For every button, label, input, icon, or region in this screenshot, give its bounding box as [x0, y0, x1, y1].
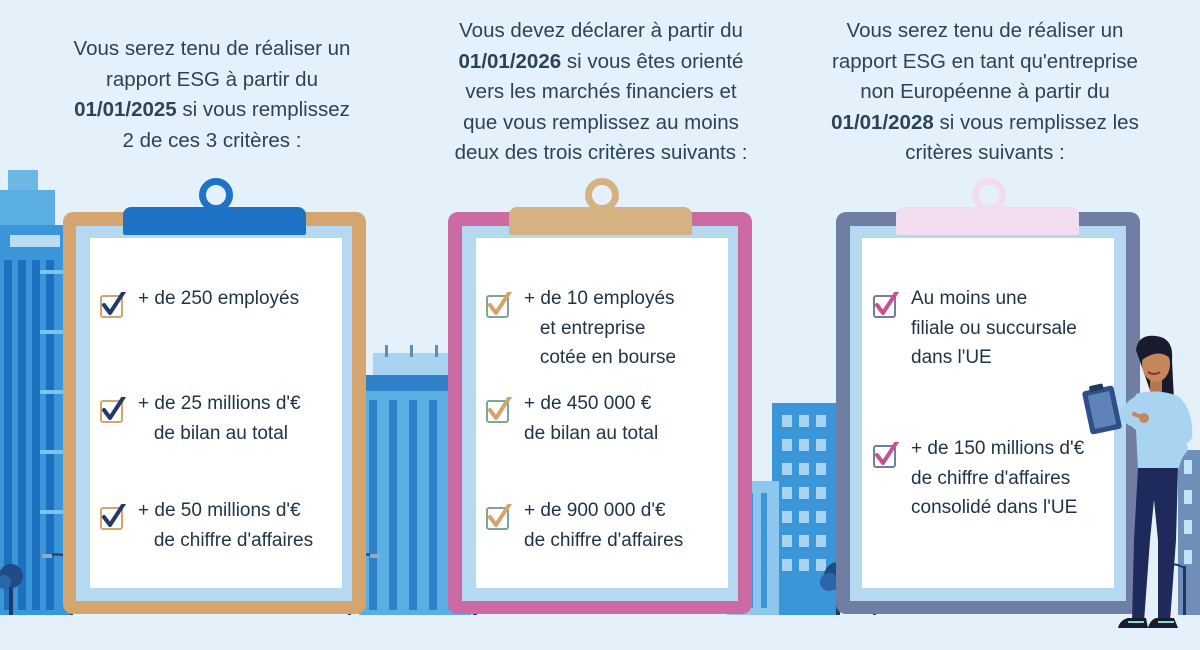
heading-line: [42, 126, 382, 157]
heading-text: Vous devez déclarer à partir du: [459, 19, 743, 42]
heading-line: [418, 138, 784, 169]
checkbox-checked-icon: [100, 504, 126, 530]
checkbox-checked-icon: [873, 292, 899, 318]
criterion-text: + de 250 employés: [138, 288, 300, 309]
heading-text: rapport ESG à partir du: [106, 67, 318, 91]
heading-line: [790, 108, 1180, 139]
heading-text: non Européenne à partir du: [860, 80, 1110, 103]
criterion-text: Au moins une filiale ou succursale dans l'UE: [911, 288, 1077, 368]
criterion-text: + de 25 millions d'€ de bilan au total: [138, 393, 301, 444]
heading-line: [418, 77, 784, 108]
tree-icon: [0, 560, 26, 615]
heading-date: 01/01/2028: [831, 110, 934, 134]
heading-text: Vous serez tenu de réaliser un: [73, 37, 351, 60]
heading-text: 2 de ces 3 critères :: [122, 128, 302, 152]
heading-line: [42, 95, 382, 126]
heading-text: rapport ESG en tant qu'entreprise: [832, 49, 1138, 73]
criterion-text: + de 900 000 d'€ de chiffre d'affaires: [524, 500, 684, 551]
clip-bar: [123, 207, 306, 235]
heading-2026: [418, 16, 784, 169]
heading-text: si vous remplissez les: [933, 110, 1139, 134]
heading-line: [790, 47, 1180, 78]
heading-date: 01/01/2025: [74, 98, 177, 121]
heading-line: [418, 16, 784, 47]
checkbox-checked-icon: [486, 397, 512, 423]
checkbox-checked-icon: [873, 442, 899, 468]
heading-line: [42, 34, 382, 65]
criterion-text: + de 450 000 € de bilan au total: [524, 393, 659, 444]
heading-text: si vous remplissez: [176, 98, 350, 121]
criterion-text: + de 150 millions d'€ de chiffre d'affaires consolidé dans l'UE: [911, 438, 1085, 518]
heading-text: vers les marchés financiers et: [465, 80, 737, 103]
heading-line: [418, 47, 784, 78]
woman-with-clipboard-icon: [1078, 330, 1200, 632]
heading-text: critères suivants :: [905, 141, 1065, 164]
heading-line: [42, 65, 382, 96]
heading-line: [790, 16, 1180, 47]
criterion-text: + de 50 millions d'€ de chiffre d'affaires: [138, 500, 314, 551]
heading-text: deux des trois critères suivants :: [454, 141, 748, 164]
heading-line: [418, 108, 784, 139]
heading-line: [790, 138, 1180, 169]
heading-2028: [790, 16, 1180, 169]
heading-line: [790, 77, 1180, 108]
checkbox-checked-icon: [486, 292, 512, 318]
criterion-text: + de 10 employés et entreprise cotée en bourse: [524, 288, 677, 368]
checkbox-checked-icon: [100, 397, 126, 423]
checkbox-checked-icon: [100, 292, 126, 318]
heading-2025: [42, 34, 382, 156]
heading-text: Vous serez tenu de réaliser un: [846, 19, 1124, 42]
clip-bar: [896, 207, 1079, 235]
clip-bar: [509, 207, 692, 235]
heading-text: si vous êtes orienté: [561, 49, 744, 73]
heading-text: que vous remplissez au moins: [463, 110, 739, 134]
checkbox-checked-icon: [486, 504, 512, 530]
heading-date: 01/01/2026: [458, 49, 562, 73]
